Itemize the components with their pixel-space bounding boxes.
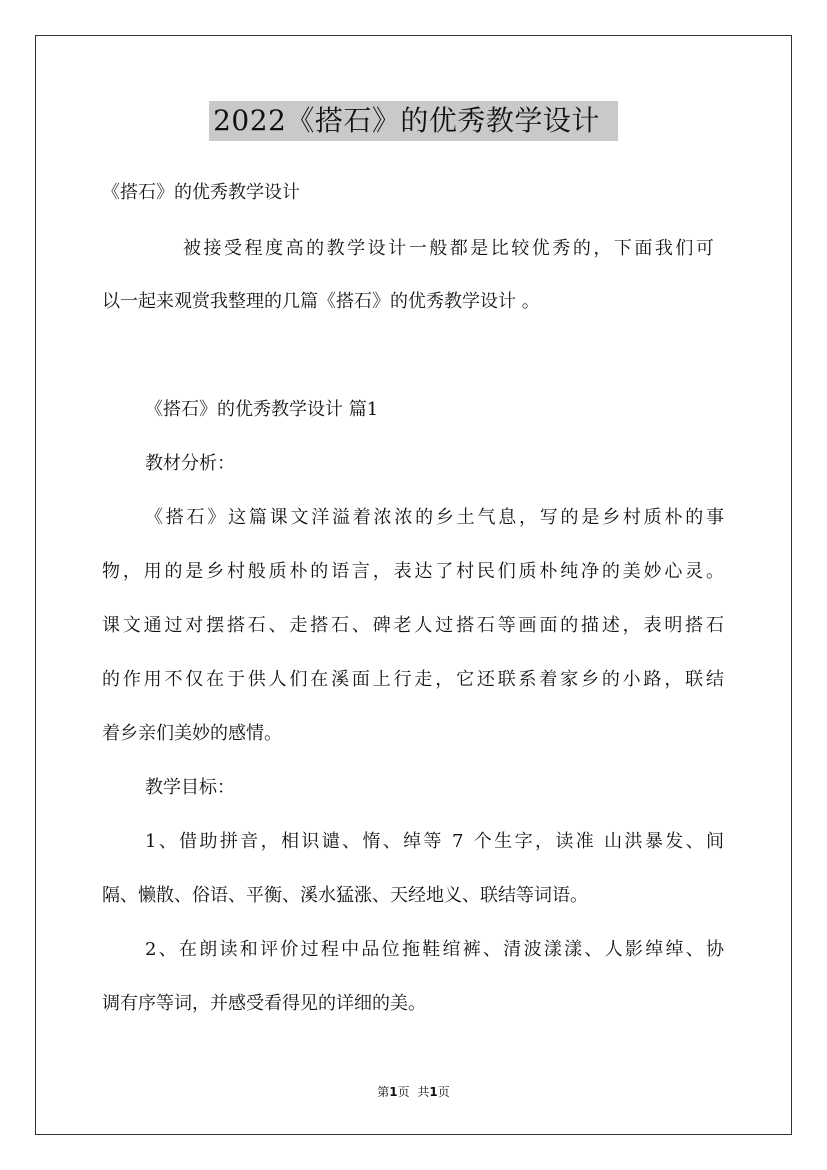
analysis-heading: 教材分析：: [145, 453, 235, 474]
page-prefix: 第: [377, 1085, 390, 1099]
analysis-line-1: 《搭石》这篇课文洋溢着浓浓的乡土气息，写的是乡村质朴的事: [145, 507, 727, 528]
page-number: 1: [389, 1085, 398, 1099]
total-pages: 1: [429, 1085, 438, 1099]
document-title: 2022《搭石》的优秀教学设计: [209, 101, 618, 141]
analysis-line-5: 着乡亲们美妙的感情。: [102, 723, 282, 744]
total-suffix: 页: [437, 1085, 450, 1099]
analysis-line-4: 的作用不仅在于供人们在溪面上行走，它还联系着家乡的小路，联结: [102, 669, 727, 690]
subtitle: 《搭石》的优秀教学设计: [102, 182, 300, 203]
total-prefix: 共: [417, 1085, 430, 1099]
intro-line-2: 以一起来观赏我整理的几篇《搭石》的优秀教学设计 。: [102, 291, 540, 312]
goal-1-line-1: 1、借助拼音，相识谴、惰、绰等 7 个生字，读准 山洪暴发、间: [145, 831, 727, 852]
analysis-line-2: 物，用的是乡村般质朴的语言，表达了村民们质朴纯净的美妙心灵。: [102, 561, 727, 582]
title-container: [0, 101, 827, 141]
goals-heading: 教学目标：: [145, 777, 235, 798]
intro-line-1: [183, 237, 716, 261]
page-footer: [0, 1083, 827, 1100]
goal-2-line-2: 调有序等词，并感受看得见的详细的美。: [102, 993, 426, 1014]
analysis-line-3: 课文通过对摆搭石、走搭石、碑老人过搭石等画面的描述，表明搭石: [102, 615, 727, 636]
section-heading: 《搭石》的优秀教学设计 篇1: [145, 399, 379, 420]
goal-2-line-1: 2、在朗读和评价过程中品位拖鞋绾裤、清波漾漾、人影绰绰、协: [145, 939, 727, 960]
page-suffix: 页: [397, 1085, 410, 1099]
goal-1-line-2: 隔、懒散、俗语、平衡、溪水猛涨、天经地义、联结等词语。: [102, 885, 588, 906]
intro-line-1-text: 被接受程度高的教学设计一般都是比较优秀的，下面我们可: [183, 238, 717, 259]
